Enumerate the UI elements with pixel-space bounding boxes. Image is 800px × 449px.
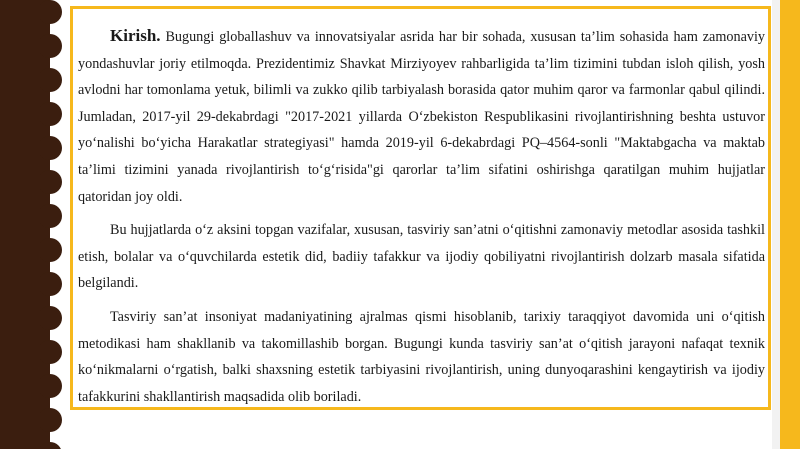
right-accent-band [780,0,800,449]
scalloped-edge [40,0,70,449]
intro-text: Bugungi globallashuv va innovatsiyalar asrida har bir sohada, xususan ta’lim sohasida ham zamonaviy yondashuvlar joriy etilmoqda. Prezidentimiz Shavkat Mirziyoyev rahbarligida ta’lim tizimini tubdan isloh qilish, yosh avlodni har tomonlama yetuk, bilimli va zukko qilib tarbiyalash borasida qator muhim qaror va farmonlar qabul qilindi. Jumladan, 2017-yil 29-dekabrdagi "2017-2021 yillarda O‘zbekiston Respublikasini rivojlantirishning beshta ustuvor yo‘nalishi bo‘yicha Harakatlar strategiyasi" hamda 2019-yil 6-dekabrdagi PQ–4564-sonli "Maktabgacha va maktab ta’limi tizimini yanada rivojlantirish to‘g‘risida"gi qarorlar ta’lim sifatini oshirishga qaratilgan muhim hujjatlar qatoridan joy oldi. [78,29,765,205]
text-box [70,6,771,410]
intro-paragraph [78,23,765,210]
paragraph-3: Tasviriy san’at insoniyat madaniyatining ajralmas qismi hisoblanib, tarixiy taraqqiyot davomida uni o‘qitish metodikasi ham shakllanib va takomillashib borgan. Bugungi kunda tasviriy san’at o‘qitish jarayoni nafaqat texnik ko‘nikmalarni o‘rgatish, balki shaxsning estetik tarbiyasini rivojlantirish, uning dunyoqarashini kengaytirish va ijodiy tafakkurini shakllantirish maqsadida olib boriladi. [78,308,765,405]
right-shadow-strip [772,0,780,449]
intro-heading: Kirish. [110,26,161,45]
paragraph-2: Bu hujjatlarda o‘z aksini topgan vazifalar, xususan, tasviriy san’atni o‘qitishni zamonaviy metodlar asosida tashkil etish, bolalar va o‘quvchilarda estetik did, badiiy tafakkur va ijodiy qobiliyatni rivojlantirish dolzarb masala sifatida belgilandi. [78,222,765,292]
